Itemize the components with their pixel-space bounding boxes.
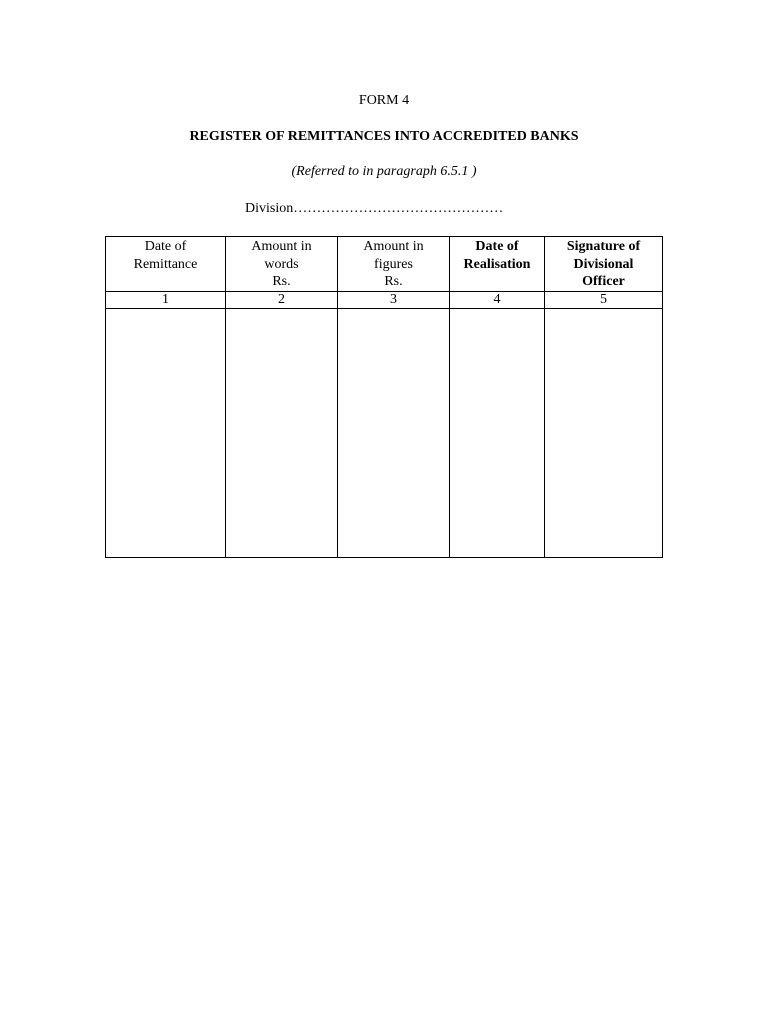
form-reference: (Referred to in paragraph 6.5.1 )	[291, 164, 477, 179]
remittance-register-table	[105, 236, 663, 558]
entry-cell-amount-in-words	[226, 308, 338, 557]
entry-cell-date-of-realisation	[450, 308, 545, 557]
form-title: REGISTER OF REMITTANCES INTO ACCREDITED BANKS	[189, 129, 579, 144]
header-line: Divisional	[573, 256, 634, 272]
entry-row-blank	[106, 308, 663, 557]
header-line: Amount in	[251, 239, 312, 254]
header-line: Rs.	[384, 274, 403, 289]
column-number: 5	[545, 291, 663, 308]
entry-cell-amount-in-figures	[338, 308, 450, 557]
column-number: 4	[450, 291, 545, 308]
header-line: Remittance	[133, 256, 198, 272]
column-header-date-of-realisation	[450, 237, 545, 292]
header-row	[106, 237, 663, 292]
column-number-row	[106, 291, 663, 308]
column-header-amount-in-words	[226, 237, 338, 292]
column-header-amount-in-figures	[338, 237, 450, 292]
entry-cell-date-of-remittance	[106, 308, 226, 557]
entry-cell-signature	[545, 308, 663, 557]
column-header-signature-of-divisional-officer	[545, 237, 663, 292]
header-line: words	[264, 256, 299, 272]
header-line: Amount in	[363, 239, 424, 254]
header-line: Officer	[582, 274, 625, 289]
column-number: 3	[338, 291, 450, 308]
header-line: Rs.	[272, 274, 291, 289]
column-header-date-of-remittance	[106, 237, 226, 292]
header-line: Date of	[475, 239, 519, 254]
column-number: 1	[106, 291, 226, 308]
column-number: 2	[226, 291, 338, 308]
header-line: figures	[374, 256, 413, 272]
header-line: Realisation	[463, 256, 531, 272]
division-field: Division………………………………………	[245, 201, 504, 216]
form-number: FORM 4	[358, 93, 410, 108]
header-line: Date of	[144, 239, 187, 254]
header-line: Signature of	[566, 239, 641, 254]
